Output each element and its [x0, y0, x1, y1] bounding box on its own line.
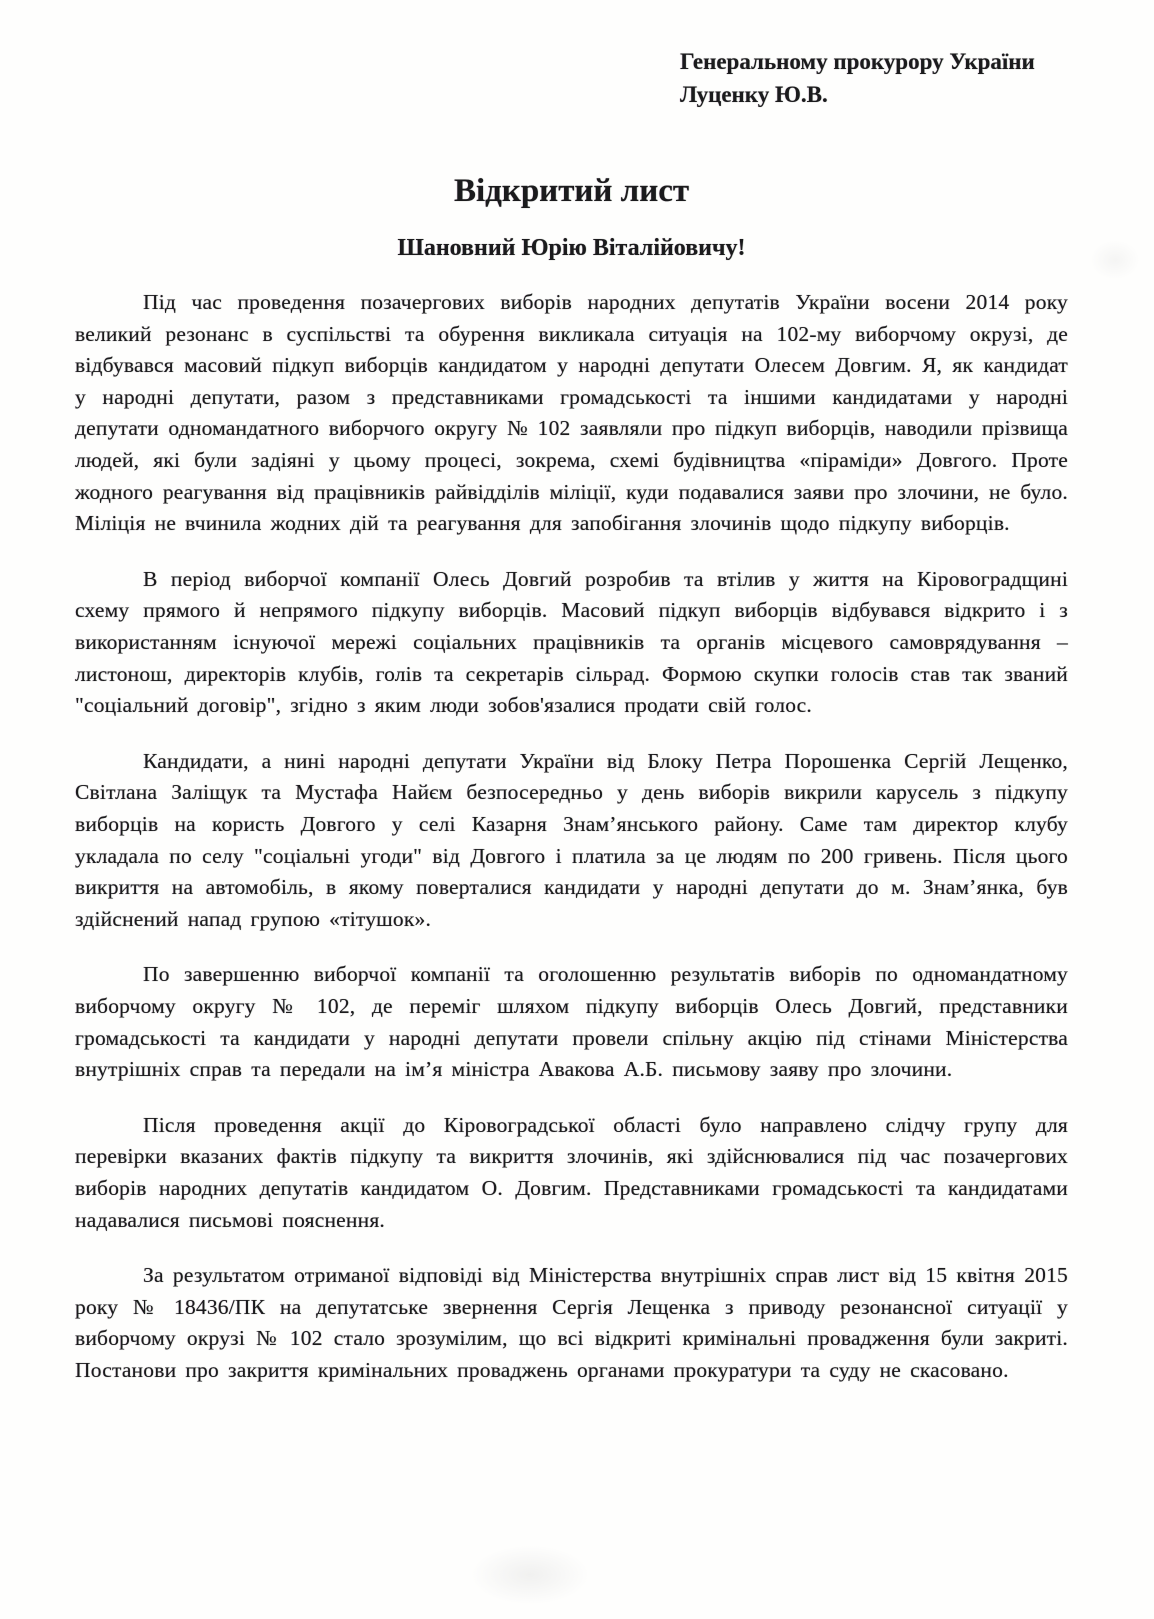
- recipient-line-2: Луценку Ю.В.: [680, 82, 828, 107]
- recipient-block: [680, 45, 1068, 111]
- paragraph-5: Після проведення акції до Кіровоградської області було направлено слідчу групу для перевірки вказаних фактів підкупу та викриття злочинів, які здійснювалися під час позачергових виборів народних депутатів кандидатом О. Довгим. Представниками громадськості та кандидатами надавалися письмові пояснення.: [75, 1112, 1068, 1232]
- salutation: Шановний Юрію Віталійовичу!: [397, 235, 746, 262]
- page-title: Відкритий лист: [453, 173, 690, 209]
- paragraph-6: За результатом отриманої відповіді від Міністерства внутрішніх справ лист від 15 квітня 2015 року № 18436/ПК на депутатське звернення Сергія Лещенка з приводу резонансної ситуації у виборчому окрузі № 102 стало зрозумілим, що всі відкриті кримінальні провадження були закриті. Постанови про закриття кримінальних проваджень органами прокуратури та суду не скасовано.: [75, 1263, 1068, 1382]
- paragraph-3: Кандидати, а нині народні депутати України від Блоку Петра Порошенка Сергій Лещенко, Світлана Заліщук та Мустафа Найєм безпосередньо у день виборів викрили карусель з підкупу виборців на користь Довгого у селі Казарня Знам’янського району. Саме там директор клубу укладала по селу "соціальні угоди" від Довгого і платила за це людям по 200 гривень. Після цього викриття на автомобіль, в якому поверталися кандидати у народні депутати до м. Знам’янка, був здійснений напад групою «тітушок».: [75, 748, 1068, 931]
- paragraph-2: В період виборчої компанії Олесь Довгий розробив та втілив у життя на Кіровоградщині схему прямого й непрямого підкупу виборців. Масовий підкуп виборців відбувався відкрито і з використанням існуючої мережі соціальних працівників та органів місцевого самоврядування – листонош, директорів клубів, голів та секретарів сільрад. Формою скупки голосів став так званий "соціальний договір", згідно з яким люди зобов'язалися продати свій голос.: [75, 566, 1068, 718]
- paragraph-1: Під час проведення позачергових виборів народних депутатів України восени 2014 року великий резонанс в суспільстві та обурення викликала ситуація на 102-му виборчому окрузі, де відбувався масовий підкуп виборців кандидатом у народні депутати Олесем Довгим. Я, як кандидат у народні депутати, разом з представниками громадськості та іншими кандидатами у народні депутати одномандатного виборчого округу № 102 заявляли про підкуп виборців, наводили прізвища людей, які були задіяні у цьому процесі, зокрема, схемі будівництва «піраміди» Довгого. Проте жодного реагування від працівників райвідділів міліції, куди подавалися заяви про злочини, не було. Міліція не вчинила жодних дій та реагування для запобігання злочинів щодо підкупу виборців.: [75, 290, 1068, 536]
- scan-smudge: [1090, 240, 1140, 280]
- paragraph-4: По завершенню виборчої компанії та оголошенню результатів виборів по одномандатному виборчому округу № 102, де переміг шляхом підкупу виборців Олесь Довгий, представники громадськості та кандидати у народні депутати провели спільну акцію під стінами Міністерства внутрішніх справ та передали на ім’я міністра Авакова А.Б. письмову заяву про злочини.: [75, 962, 1068, 1082]
- scan-smudge: [470, 1545, 590, 1605]
- recipient-line-1: Генеральному прокурору України: [680, 49, 1035, 74]
- letter-body: [75, 287, 1068, 1386]
